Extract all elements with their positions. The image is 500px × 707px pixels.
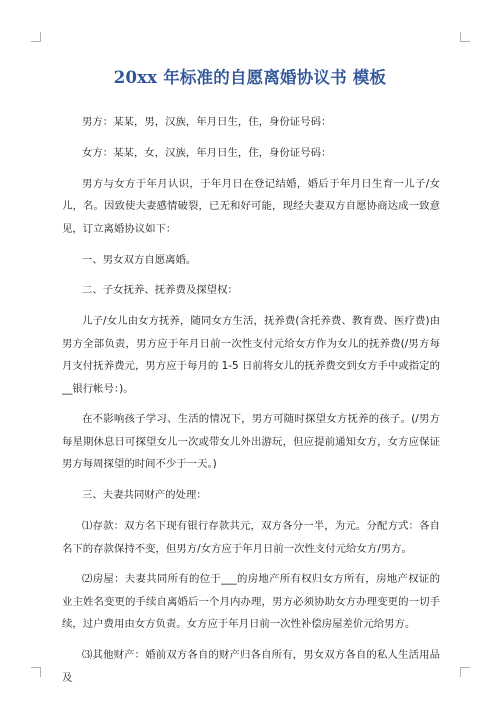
paragraph-house: ⑵房屋：夫妻共同所有的位于___的房地产所有权归女方所有，房地产权证的业主姓名变更的手续自离婚后一个月内办理，男方必须协助女方办理变更的一切手续，过户费用由女方负责。女方应于年月日前一次性补偿房屋差价元给男方。 — [62, 573, 440, 631]
paragraph-other-property: ⑶其他财产：婚前双方各自的财产归各自所有，男女双方各自的私人生活用品及 — [62, 649, 440, 684]
margin-mark-top-left — [31, 32, 41, 42]
paragraph-wife-info: 女方：某某，女，汉族，年月日生，住，身份证号码： — [82, 146, 332, 159]
document-body — [62, 111, 440, 697]
document-title: 20xx 年标准的自愿离婚协议书 模板 — [113, 68, 387, 87]
paragraph-child-support: 儿子/女儿由女方抚养，随同女方生活，抚养费(含托养费、教育费、医疗费)由男方全部负责，男方应于年月日前一次性支付元给女方作为女儿的抚养费(/男方每月支付抚养费元，男方应于每月的 1-5 日前将女儿的抚养费交到女方手中或指定的__银行帐号：)。 — [62, 315, 440, 395]
margin-mark-bottom-right — [460, 667, 470, 677]
paragraph-deposits: ⑴存款：双方名下现有银行存款共元，双方各分一半，为元。分配方式：各自名下的存款保持不变，但男方/女方应于年月日前一次性支付元给女方/男方。 — [62, 520, 440, 555]
margin-mark-bottom-left — [31, 667, 41, 677]
paragraph-clause-2-heading: 二、子女抚养、抚养费及探望权： — [82, 284, 238, 297]
margin-mark-top-right — [460, 32, 470, 42]
paragraph-clause-3-heading: 三、夫妻共同财产的处理： — [82, 489, 207, 502]
paragraph-clause-1: 一、男女双方自愿离婚。 — [82, 253, 197, 266]
paragraph-husband-info: 男方：某某，男，汉族，年月日生，住，身份证号码： — [82, 116, 332, 128]
paragraph-preamble: 男方与女方于年月认识，于年月日在登记结婚，婚后于年月日生育一儿子/女儿，名。因致使夫妻感情破裂，已无和好可能，现经夫妻双方自愿协商达成一致意见，订立离婚协议如下： — [62, 177, 440, 235]
paragraph-visitation: 在不影响孩子学习、生活的情况下，男方可随时探望女方抚养的孩子。(/男方每星期休息日可探望女儿一次或带女儿外出游玩，但应提前通知女方，女方应保证男方每周探望的时间不少于一天。) — [62, 413, 440, 471]
